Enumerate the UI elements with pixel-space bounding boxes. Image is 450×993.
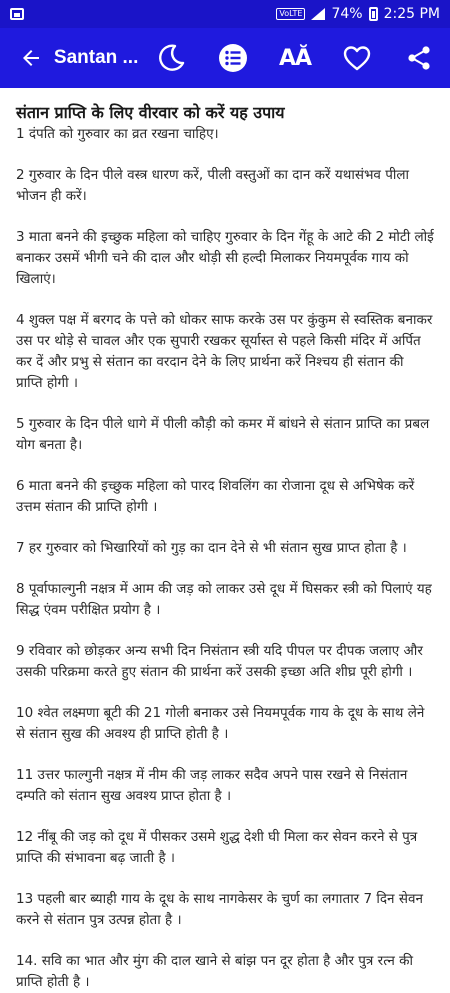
signal-icon (311, 8, 325, 20)
article-paragraph: 3 माता बनने की इच्छुक महिला को चाहिए गुरुवार के दिन गेंहू के आटे की 2 मोटी लोई बनाकर उसमें भीगी चने की दाल और थोड़ी सी हल्दी मिलाकर नियमपूर्वक गाय को खिलाएं। (16, 229, 434, 287)
night-mode-button[interactable] (140, 28, 202, 88)
article-paragraph: 7 हर गुरुवार को भिखारियों को गुड़ का दान देने से भी संतान सुख प्राप्त होता है । (16, 540, 407, 556)
article-paragraph: 10 श्वेत लक्ष्मणा बूटी की 21 गोली बनाकर उसे नियमपूर्वक गाय के दूध के साथ लेने से संतान सुख की अवश्य ही प्राप्ति होती है । (16, 705, 425, 742)
article-paragraph: 12 नींबू की जड़ को दूध में पीसकर उसमे शुद्ध देशी घी मिला कर सेवन करने से पुत्र प्राप्ति की संभावना बढ़ जाती है । (16, 829, 418, 866)
article-paragraph: 5 गुरुवार के दिन पीले धागे में पीली कौड़ी को कमर में बांधने से संतान प्राप्ति का प्रबल योग बनता है। (16, 416, 430, 453)
article-paragraph: 13 पहली बार ब्याही गाय के दूध के साथ नागकेसर के चुर्ण का लगातार 7 दिन सेवन करने से संतान पुत्र उत्पन्न होता है । (16, 891, 423, 928)
article-heading: संतान प्राप्ति के लिए वीरवार को करें यह उपाय (16, 103, 285, 122)
article-paragraph: 11 उत्तर फाल्गुनी नक्षत्र में नीम की जड़ लाकर सदैव अपने पास रखने से निसंतान दम्पति को संतान सुख अवश्य प्राप्त होता है । (16, 767, 408, 804)
text-size-icon: AĂ (278, 45, 312, 71)
toolbar-actions (140, 28, 450, 88)
notification-image-icon (10, 8, 24, 20)
article-paragraph: 6 माता बनने की इच्छुक महिला को पारद शिवलिंग का रोजाना दूध से अभिषेक करें उत्तम संतान की प्राप्ति होगी । (16, 478, 415, 515)
app-bar (0, 28, 450, 88)
battery-icon (369, 7, 378, 21)
page-title: Santan ... (53, 47, 139, 68)
share-button[interactable] (388, 28, 450, 88)
volte-badge: VoLTE (276, 8, 305, 20)
article-paragraph: 8 पूर्वाफाल्गुनी नक्षत्र में आम की जड़ को लाकर उसे दूध में घिसकर स्त्री को पिलाएं यह सिद्ध एंवम परीक्षित प्रयोग है । (16, 581, 432, 618)
battery-percent: 74% (331, 6, 363, 22)
favorite-button[interactable] (326, 28, 388, 88)
share-icon (407, 45, 431, 71)
heart-icon (342, 44, 372, 72)
list-icon (217, 42, 249, 74)
article-paragraph: 14. सवि का भात और मुंग की दाल खाने से बांझ पन दूर होता है और पुत्र रत्न की प्राप्ति होती है । (16, 953, 413, 990)
article-paragraph: 2 गुरुवार के दिन पीले वस्त्र धारण करें, पीली वस्तुओं का दान करें यथासंभव पीला भोजन ही करें। (16, 167, 410, 204)
contents-list-button[interactable] (202, 28, 264, 88)
article-paragraph: 4 शुक्ल पक्ष में बरगद के पत्ते को धोकर साफ करके उस पर कुंकुम से स्वस्तिक बनाकर उस पर थोड़े से चावल और एक सुपारी रखकर सूर्यास्त से पहले किसी मंदिर में अर्पित कर दें और प्रभु से संतान का वरदान देने के लिए प्रार्थना करें निश्चय ही संतान की प्राप्ति होगी । (16, 312, 433, 391)
moon-icon (156, 43, 186, 73)
back-arrow-icon (19, 46, 43, 70)
text-size-button[interactable] (264, 28, 326, 88)
status-right (276, 6, 440, 22)
status-bar (0, 0, 450, 28)
back-button[interactable] (8, 28, 54, 88)
article-paragraph: 1 दंपति को गुरुवार का व्रत रखना चाहिए। (16, 126, 219, 142)
clock: 2:25 PM (383, 6, 440, 22)
article-content[interactable] (0, 88, 450, 990)
article-paragraph: 9 रविवार को छोड़कर अन्य सभी दिन निसंतान स्त्री यदि पीपल पर दीपक जलाए और उसकी परिक्रमा करते हुए संतान की प्रार्थना करें उसकी इच्छा अति शीघ्र पूरी होगी । (16, 643, 423, 680)
